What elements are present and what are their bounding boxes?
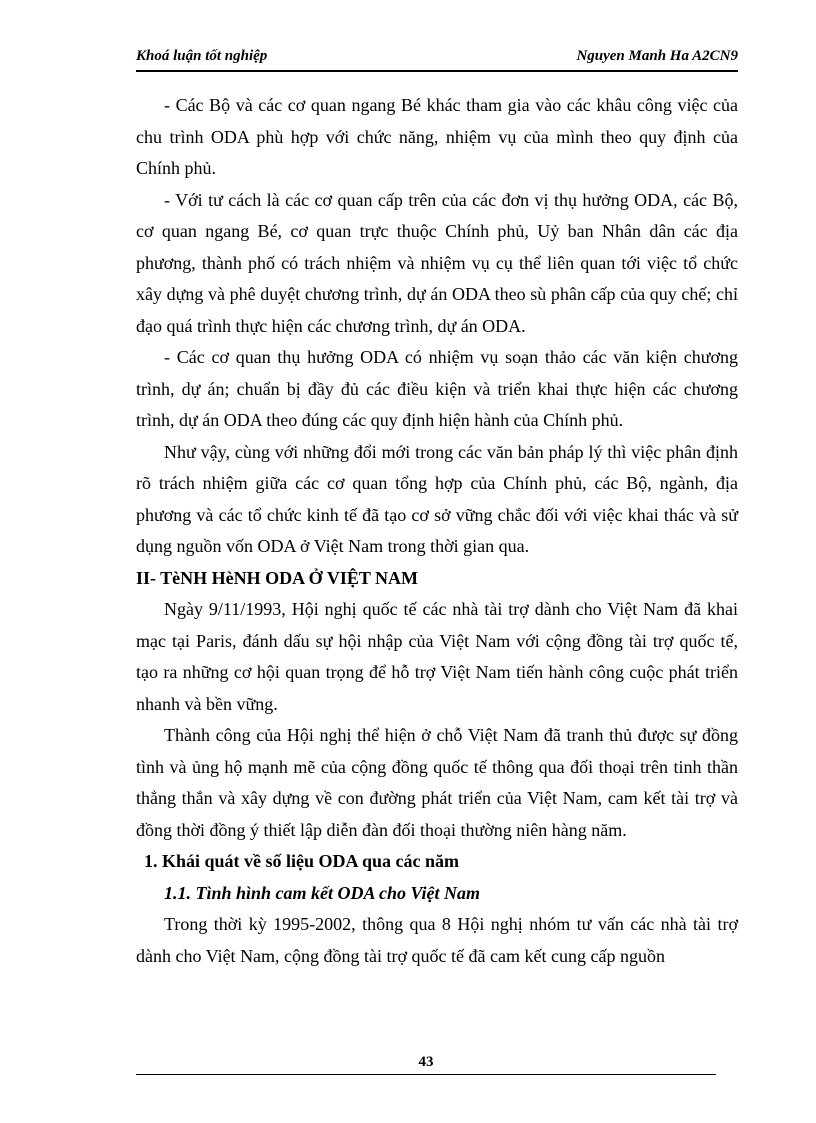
paragraph-conference-success: Thành công của Hội nghị thể hiện ở chỗ Việt Nam đã tranh thủ được sự đồng tình và ủng hộ mạnh mẽ của cộng đồng quốc tế thông qua đối thoại trên tinh thần thẳng thắn và xây dựng về con đường phát triển của Việt Nam, cam kết tài trợ và đồng thời đồng ý thiết lập diễn đàn đối thoại thường niên hàng năm.	[136, 725, 738, 840]
header-rule	[136, 70, 738, 72]
header-document-title: Khoá luận tốt nghiệp	[136, 48, 268, 64]
footer-rule	[136, 1074, 716, 1075]
paragraph-ministries: - Các Bộ và các cơ quan ngang Bé khác tham gia vào các khâu công việc của chu trình ODA phù hợp với chức năng, nhiệm vụ của mình theo quy định của Chính phủ.	[136, 95, 738, 178]
subsubsection-heading: 1.1. Tình hình cam kết ODA cho Việt Nam	[164, 882, 481, 903]
paragraph-summary: Như vậy, cùng với những đổi mới trong các văn bản pháp lý thì việc phân định rõ trách nhiệm giữa các cơ quan tổng hợp của Chính phủ, các Bộ, ngành, địa phương và các tổ chức kinh tế đã tạo cơ sở vững chắc đối với việc khai thác và sử dụng nguồn vốn ODA ở Việt Nam trong thời gian qua.	[136, 441, 738, 556]
page-number: 43	[418, 1054, 434, 1070]
subsection-heading: 1. Khái quát về số liệu ODA qua các năm	[144, 851, 460, 871]
paragraph-commitments: Trong thời kỳ 1995-2002, thông qua 8 Hội nghị nhóm tư vấn các nhà tài trợ dành cho Việt Nam, cộng đồng tài trợ quốc tế đã cam kết cung cấp nguồn	[136, 914, 738, 966]
header-author: Nguyen Manh Ha A2CN9	[576, 48, 738, 64]
paragraph-paris-conference: Ngày 9/11/1993, Hội nghị quốc tế các nhà tài trợ dành cho Việt Nam đã khai mạc tại Paris, đánh dấu sự hội nhập của Việt Nam với cộng đồng tài trợ quốc tế, tạo ra những cơ hội quan trọng để hỗ trợ Việt Nam tiến hành công cuộc phát triển nhanh và bền vững.	[136, 599, 738, 714]
paragraph-superior-agencies: - Với tư cách là các cơ quan cấp trên của các đơn vị thụ hưởng ODA, các Bộ, cơ quan ngang Bé, cơ quan trực thuộc Chính phủ, Uỷ ban Nhân dân các địa phương, thành phố có trách nhiệm và nhiệm vụ cụ thể liên quan tới việc tổ chức xây dựng và phê duyệt chương trình, dự án ODA theo sù phân cấp của quy chế; chỉ đạo quá trình thực hiện các chương trình, dự án ODA.	[136, 189, 738, 336]
paragraph-beneficiaries: - Các cơ quan thụ hưởng ODA có nhiệm vụ soạn thảo các văn kiện chương trình, dự án; chuẩn bị đầy đủ các điều kiện và triển khai thực hiện các chương trình, dự án ODA theo đúng các quy định hiện hành của Chính phủ.	[136, 347, 738, 430]
page-body	[136, 90, 738, 972]
section-heading: II- TèNH HèNH ODA Ở VIỆT NAM	[136, 567, 419, 588]
